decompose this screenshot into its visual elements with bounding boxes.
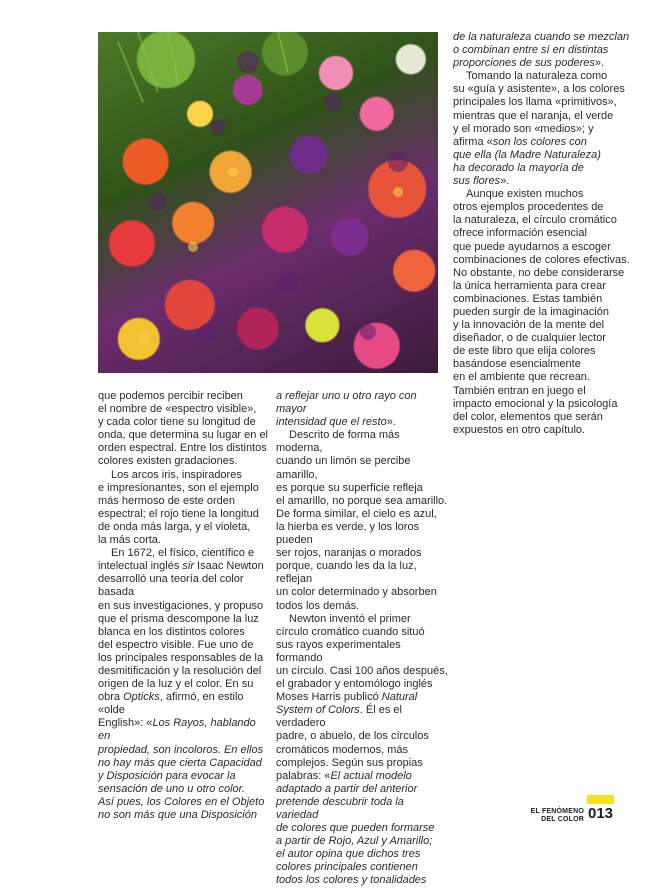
text: ». [386, 416, 396, 429]
text-column-left [98, 390, 268, 822]
paragraph: Descrito de forma más moderna, cuando un limón se percibe amarillo, es porque su superficie refleja el amarillo, no porque sea amarillo. De forma similar, el cielo es azul, la hierba es verde, y los loros pueden ser rojos, naranjas o morados porque, cuando les da la luz, reflejan un color determinado y absorben todos los demás. [276, 429, 448, 612]
footer-label-line: DEL COLOR [541, 816, 584, 823]
paragraph [453, 31, 643, 70]
paragraph [276, 613, 448, 888]
quote-text: a reflejar uno u otro rayo con mayor intensidad que el resto [276, 390, 417, 429]
text-column-middle [276, 390, 448, 888]
quote-text: de la naturaleza cuando se mezclan o combinan entre sí en distintas proporciones de sus poderes [453, 31, 630, 70]
text: Isaac Newton desarrolló una teoría del color basada en sus investigaciones, y propuso que el prisma descompone la luz blanca en los distintos colores del espectro visible. Fue uno de los principales responsables de la desmitificación y la resolución del origen de la luz y el color. En su obra [98, 560, 264, 704]
footer-label-line: EL FENÓMENO [530, 808, 584, 815]
book-title: Natural System of Colors [276, 691, 418, 717]
paragraph [453, 70, 643, 188]
footer-section-label [531, 808, 584, 824]
page-number: 013 [588, 805, 614, 822]
flowers-illustration [98, 32, 438, 373]
book-title: Opticks [123, 691, 160, 704]
text: ». [594, 57, 605, 70]
italic-word: sir [182, 560, 194, 573]
footer-accent-bar [587, 795, 614, 804]
text-column-right [453, 31, 643, 437]
text: , afirmó, en estilo «olde English»: « [98, 691, 244, 730]
text: Tomando la naturaleza como su «guía y asistente», a los colores principales los llama «primitivos», mientras que el naranja, el verde y el morado son «medios»; y afirma « [453, 70, 625, 148]
paragraph: Los arcos iris, inspiradores e impresionantes, son el ejemplo más hermoso de este orden espectral; el rojo tiene la longitud de onda más larga, y el violeta, la más corta. [98, 468, 259, 547]
paragraph [276, 390, 448, 429]
paragraph: Aunque existen muchos otros ejemplos procedentes de la naturaleza, el círculo cromático ofrece información esencial que puede ayudarnos a escoger combinaciones de colores efectivas. No obstante, no debe considerarse la única herramienta para crear combinaciones. Estas también pueden surgir de la imaginación y la innovación de la mente del diseñador, o de cualquier lector de este libro que elija colores basándose esencialmente en el ambiente que recrean. También entran en juego el impacto emocional y la psicología del color, elementos que serán expuestos en otro capítulo. [453, 188, 630, 436]
quote-text: son los colores con que ella (la Madre Naturaleza) ha decorado la mayoría de sus flores [453, 135, 601, 188]
text: ». [500, 175, 510, 188]
quote-text: El actual modelo adaptado a partir del anterior pretende descubrir toda la variedad de colores que pueden formarse a partir de Rojo, Azul y Amarillo; el autor opina que dichos tres colores principales contienen todos los colores y tonalidades [276, 769, 435, 887]
text: En 1672, el físico, científico e intelectual inglés [98, 547, 255, 573]
paragraph [98, 547, 268, 822]
quote-text: Los Rayos, hablando en propiedad, son incoloros. En ellos no hay más que cierta Capacidad y Disposición para evocar la sensación de uno u otro color. Así pues, los Colores en el Objeto no son más que una Disposición [98, 717, 265, 821]
text: . Él es el verdadero padre, o abuelo, de los círculos cromáticos modernos, más complejos. Según sus propias palabras: « [276, 704, 429, 782]
flowers-photo [98, 32, 438, 373]
text: Newton inventó el primer círculo cromático cuando situó sus rayos experimentales formando un círculo. Casi 100 años después, el grabador y entomólogo inglés Moses Harris publicó [276, 612, 448, 704]
paragraph: que podemos percibir reciben el nombre de «espectro visible», y cada color tiene su longitud de onda, que determina su lugar en el orden espectral. Entre los distintos colores existen gradaciones. [98, 390, 269, 468]
